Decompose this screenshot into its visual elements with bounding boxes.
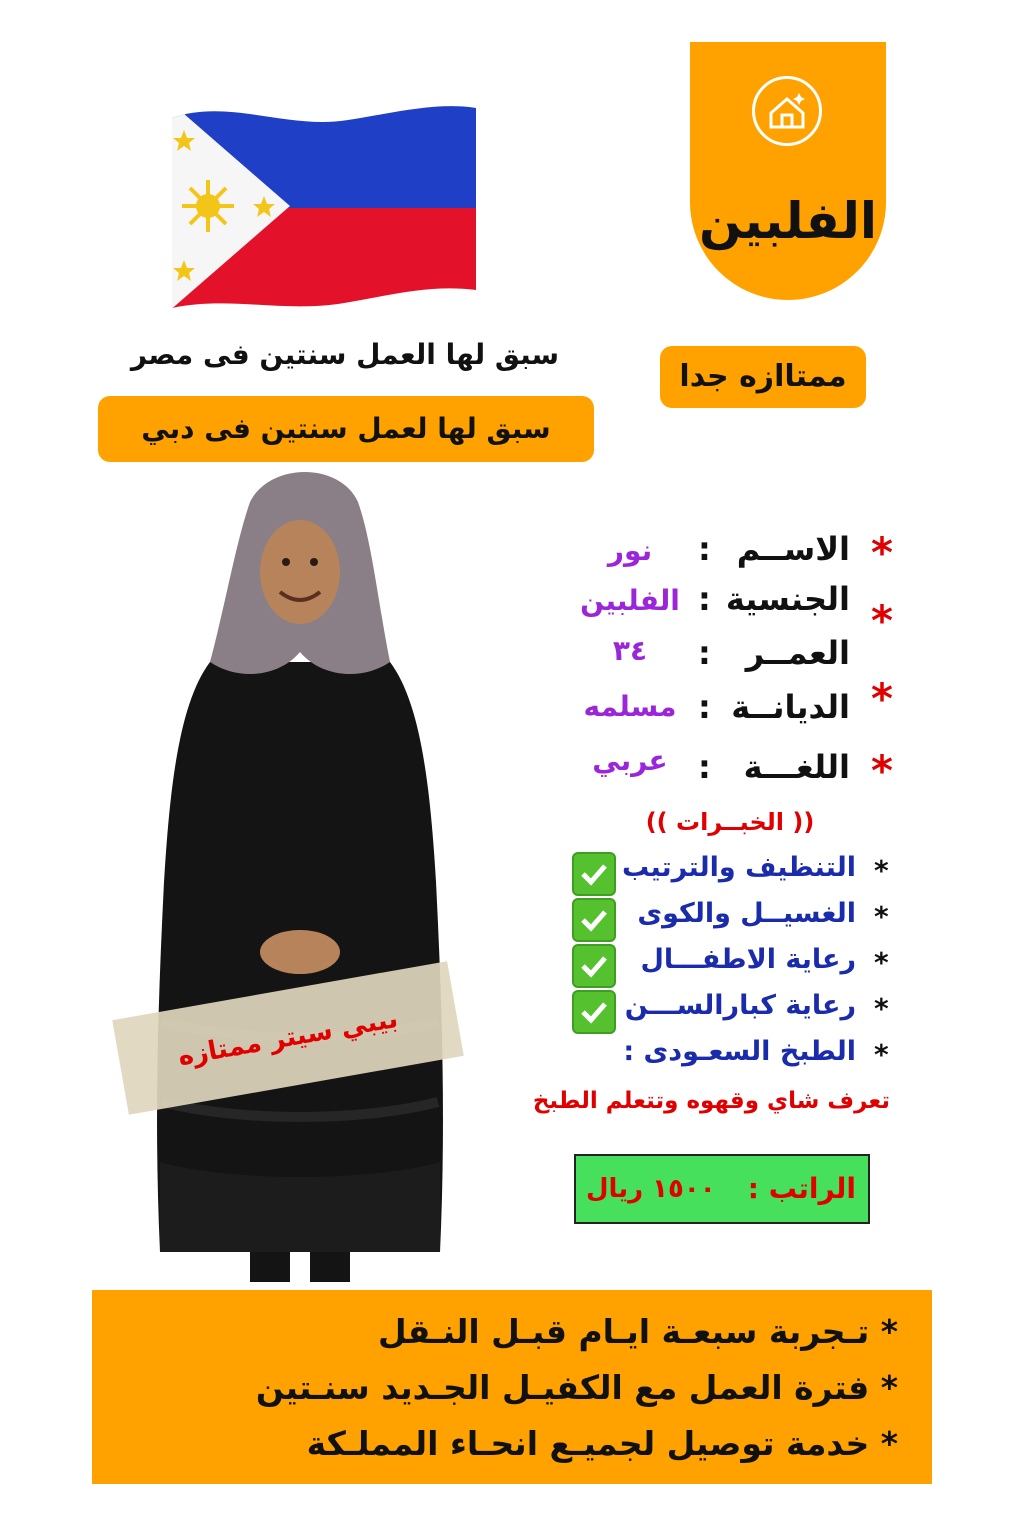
house-sparkle-icon [752, 76, 822, 146]
info-label-language: اللغـــة [743, 748, 850, 786]
info-separator: : [698, 530, 711, 568]
checkmark-icon [572, 990, 616, 1034]
skill-item: الغسيــل والكوى [637, 898, 856, 929]
info-label-nationality: الجنسية [725, 580, 850, 618]
terms-box [92, 1290, 932, 1484]
skill-bullet: * [874, 854, 889, 887]
experience-header: (( الخبــرات )) [645, 808, 815, 836]
checkmark-icon [572, 944, 616, 988]
checkmark-icon [572, 898, 616, 942]
info-label-name: الاســم [736, 530, 850, 568]
skill-bullet: * [874, 946, 889, 979]
star-bullet: * [871, 674, 893, 723]
skill-item: الطبخ السعـودى : [623, 1036, 856, 1067]
info-value-language: عربي [592, 744, 668, 777]
tape-label-text: بيبي سيتر ممتازه [175, 1003, 401, 1073]
skill-bullet: * [874, 900, 889, 933]
cooking-note: تعرف شاي وقهوه وتتعلم الطبخ [532, 1088, 890, 1114]
experience-egypt-text: سبق لها العمل سنتين فى مصر [130, 338, 560, 371]
terms-line: * تـجربة سبعـة ايـام قبـل النـقل [378, 1312, 898, 1351]
skill-item: التنظيف والترتيب [621, 852, 856, 883]
skill-item: رعاية كبارالســـن [624, 990, 856, 1021]
worker-photo [140, 462, 460, 1292]
info-separator: : [698, 634, 711, 672]
banner-country-title: الفلبين [698, 192, 878, 250]
checkmark-icon [572, 852, 616, 896]
country-banner [690, 42, 886, 300]
salary-box [574, 1154, 870, 1224]
info-separator: : [698, 580, 711, 618]
experience-dubai-text: سبق لها لعمل سنتين فى دبي [98, 396, 594, 462]
salary-label: الراتب : [747, 1172, 856, 1205]
star-bullet: * [871, 528, 893, 577]
info-separator: : [698, 748, 711, 786]
skill-bullet: * [874, 1038, 889, 1071]
terms-line: * فترة العمل مع الكفيـل الجـديد سنـتين [255, 1368, 898, 1407]
info-value-nationality: الفلبين [580, 584, 680, 617]
info-section [580, 524, 900, 795]
skill-item: رعاية الاطفـــال [640, 944, 856, 975]
salary-amount: ١٥٠٠ ريال [586, 1174, 716, 1204]
info-label-age: العمــر [745, 634, 850, 672]
star-bullet: * [871, 746, 893, 795]
terms-line: * خدمة توصيل لجميـع انحـاء المملـكة [306, 1424, 898, 1463]
info-value-religion: مسلمه [583, 690, 677, 723]
skills-list [560, 846, 900, 1086]
info-label-religion: الديانــة [731, 688, 850, 726]
philippines-flag-icon [168, 100, 480, 312]
star-bullet: * [871, 596, 893, 645]
info-value-age: ٣٤ [612, 634, 648, 667]
skill-bullet: * [874, 992, 889, 1025]
info-value-name: نور [607, 534, 653, 567]
info-separator: : [698, 688, 711, 726]
rating-badge: ممتاازه جدا [660, 346, 866, 408]
